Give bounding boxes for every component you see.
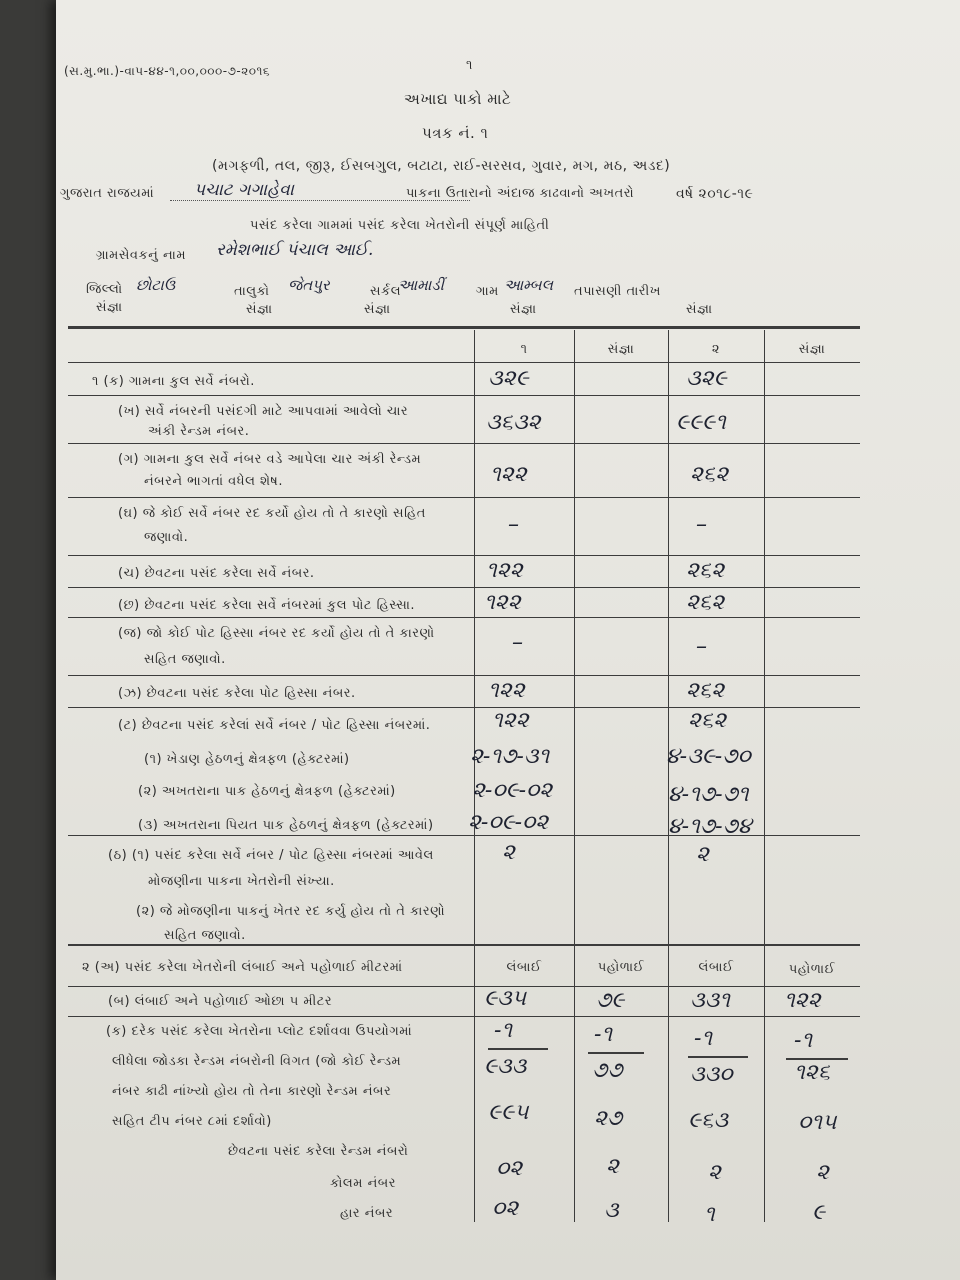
row-c-num-2: -૧	[594, 1022, 613, 1047]
row-1-label: ૧ (ક) ગામના કુલ સર્વે નંબરો.	[92, 374, 255, 389]
row-10-label: (ઠ) (૧) પસંદ કરેલા સર્વે નંબર / પોટ હિસ્સા નંબરમાં આવેલ	[108, 848, 434, 863]
village-handwritten: આમ્બલ	[504, 276, 553, 294]
code-label-3: સંજ્ઞા	[364, 302, 391, 317]
row-5-value-1: ૧૨૨	[486, 558, 523, 583]
crop-list: (મગફળી, તલ, જીરૂ, ઈસબગુલ, બટાટા, રાઈ-સરસવ, ગુવાર, મગ, મઠ, અડદ)	[212, 158, 671, 174]
section2-col-length-1: લંબાઈ	[506, 960, 542, 975]
village-label: ગામ	[476, 284, 499, 299]
row-9-sub-2-label: (૨) અખતરાના પાક હેઠળનું ક્ષેત્રફળ (હેક્ટરમાં)	[138, 784, 396, 799]
section2-label: ૨ (અ) પસંદ કરેલા ખેતરોની લંબાઈ અને પહોળાઈ મીટરમાં	[82, 960, 403, 975]
row-c-label-3: નંબર કાઢી નાંખ્યો હોય તો તેના કારણો રેન્ડમ નંબર	[112, 1084, 392, 1099]
row-2-label: (ખ) સર્વે નંબરની પસંદગી માટે આપવામાં આવેલો ચાર	[118, 404, 409, 419]
row-3-label-2: નંબરને ભાગતાં વધેલ શેષ.	[144, 474, 283, 489]
subtitle: પસંદ કરેલા ગામમાં પસંદ કરેલા ખેતરોની સંપૂર્ણ માહિતી	[250, 218, 550, 233]
column-number-value-1: ૦૨	[496, 1156, 523, 1181]
row-5-value-2: ૨૬૨	[686, 558, 725, 583]
row-c-den-3: ૩૩૦	[690, 1062, 733, 1087]
row-4-label: (ઘ) જે કોઈ સર્વે નંબર રદ કર્યો હોય તો તે કારણો સહિત	[118, 506, 426, 521]
form-title: અખાદ્ય પાકો માટે	[404, 90, 512, 108]
row-9-label: (ટ) છેવટના પસંદ કરેલાં સર્વે નંબર / પોટ હિસ્સા નંબરમાં.	[118, 718, 431, 733]
taluka-label: તાલુકો	[234, 284, 270, 299]
row-9-sub-3-value-1: ૨-૦૯-૦૨	[468, 810, 549, 835]
row-9-sub-2-value-2: ૪-૧૭-૭૧	[668, 782, 749, 807]
state-label: ગુજરાત રાજયમાં	[60, 186, 155, 201]
row-c-value-3: ૯૬૩	[688, 1108, 728, 1133]
row-5-label: (ચ) છેવટના પસંદ કરેલા સર્વે નંબર.	[118, 566, 315, 581]
row-c-label-1: (ક) દરેક પસંદ કરેલા ખેતરોના પ્લોટ દર્શાવવા ઉપયોગમાં	[106, 1024, 413, 1039]
column-number-value-3: ૨	[708, 1160, 721, 1185]
row-7-value-2: –	[696, 634, 707, 659]
inspection-date-label: તપાસણી તારીખ	[574, 284, 661, 299]
col-header-code-2: સંજ્ઞા	[798, 342, 826, 357]
villager-label: ગ્રામસેવકનું નામ	[96, 248, 187, 263]
row-4-label-2: જણાવો.	[144, 530, 189, 545]
district-handwritten: છોટાઉ	[136, 276, 176, 294]
row-10-label-2: મોજણીના પાકના ખેતરોની સંખ્યા.	[148, 874, 335, 889]
state-line-suffix: પાકના ઉતારાનો અંદાજ કાઢવાનો અખતરો	[406, 186, 635, 201]
row-4-value-1: –	[508, 512, 519, 537]
row-c-num-1: -૧	[494, 1018, 513, 1043]
row-3-value-2: ૨૬૨	[690, 462, 729, 487]
row-c-value-1: ૯૯૫	[488, 1100, 529, 1125]
row-b-label: (બ) લંબાઈ અને પહોળાઈ ઓછા ૫ મીટર	[108, 994, 333, 1009]
row-9-value-1: ૧૨૨	[492, 708, 529, 733]
col-header-code-1: સંજ્ઞા	[607, 342, 635, 357]
row-9-sub-3-label: (૩) અખતરાના પિયત પાક હેઠળનું ક્ષેત્રફળ (હેક્ટરમાં)	[138, 818, 434, 833]
section2-col-length-2: લંબાઈ	[698, 960, 734, 975]
row-10-value-2: ૨	[696, 842, 709, 867]
row-7-value-1: –	[512, 630, 523, 655]
row-2-value-2: ૯૯૯૧	[676, 410, 726, 435]
row-c-num-4: -૧	[794, 1028, 813, 1053]
page-number: ૧	[466, 58, 473, 73]
code-label-2: સંજ્ઞા	[246, 302, 273, 317]
row-number-label: હાર નંબર	[340, 1206, 394, 1221]
row-8-label: (ઝ) છેવટના પસંદ કરેલા પોટ હિસ્સા નંબર.	[118, 686, 356, 701]
print-reference: (સ.મુ.ભા.)-વાપ-૪૪-૧,૦૦,૦૦૦-૭-૨૦૧૬	[64, 64, 271, 78]
col-header-1: ૧	[520, 342, 528, 357]
row-8-value-1: ૧૨૨	[488, 678, 525, 703]
form-number: પત્રક નં. ૧	[422, 124, 489, 142]
row-b-value-4: ૧૨૨	[784, 988, 821, 1013]
row-9-value-2: ૨૬૨	[688, 708, 727, 733]
row-6-value-1: ૧૨૨	[484, 590, 521, 615]
row-2-value-1: ૩૬૩૨	[486, 410, 541, 435]
row-9-sub-3-value-2: ૪-૧૭-૭૪	[668, 814, 752, 839]
section2-col-width-1: પહોળાઈ	[597, 960, 645, 975]
row-7-label: (જ) જો કોઈ પોટ હિસ્સા નંબર રદ કર્યો હોય તો તે કારણો	[118, 626, 435, 641]
row-c-value-4: ૦૧૫	[798, 1110, 837, 1135]
section2-col-width-2: પહોળાઈ	[788, 962, 836, 977]
year-label: વર્ષ ૨૦૧૮-૧૯	[676, 186, 754, 202]
district-label: જિલ્લો	[86, 282, 123, 297]
row-9-sub-1-value-1: ૨-૧૭-૩૧	[470, 744, 550, 769]
taluka-handwritten: જેતપુર	[288, 276, 330, 294]
row-c-label-4: સહિત ટીપ નંબર ૮માં દર્શાવો)	[112, 1114, 272, 1129]
row-6-label: (છ) છેવટના પસંદ કરેલા સર્વે નંબરમાં કુલ પોટ હિસ્સા.	[118, 598, 416, 613]
row-10-sub-2-label-2: સહિત જણાવો.	[164, 928, 246, 943]
row-3-label: (ગ) ગામના કુલ સર્વે નંબર વડે આપેલા ચાર અંકી રેન્ડમ	[118, 452, 422, 467]
row-1-value-2: ૩૨૯	[686, 366, 727, 391]
row-number-value-2: ૩	[604, 1198, 619, 1223]
row-c-value-2: ૨૭	[594, 1106, 623, 1131]
code-label-4: સંજ્ઞા	[510, 302, 537, 317]
row-10-value-1: ૨	[502, 840, 515, 865]
row-c-frac-bar-3	[688, 1056, 748, 1058]
column-number-value-4: ૨	[816, 1160, 829, 1185]
row-1-value-1: ૩૨૯	[488, 366, 529, 391]
circle-label: સર્કલ	[370, 284, 402, 299]
row-c-den-1: ૯૩૩	[484, 1054, 527, 1079]
row-b-value-2: ૭૯	[596, 988, 625, 1013]
code-label-5: સંજ્ઞા	[686, 302, 713, 317]
row-c-label-2: લીધેલા જોડકા રેન્ડમ નંબરોની વિગત (જો કોઈ રેન્ડમ	[112, 1054, 402, 1069]
row-3-value-1: ૧૨૨	[490, 462, 527, 487]
row-2-label-2: અંકી રેન્ડમ નંબર.	[148, 424, 250, 439]
row-c-den-2: ૭૭	[592, 1058, 623, 1083]
row-c-frac-bar-1	[488, 1048, 548, 1050]
crop-handwritten: પચાટ ગગાહેવા	[194, 180, 294, 200]
row-c-num-3: -૧	[694, 1026, 713, 1051]
row-4-value-2: –	[696, 512, 707, 537]
row-8-value-2: ૨૬૨	[686, 678, 725, 703]
column-number-value-2: ૨	[606, 1154, 619, 1179]
form-page	[56, 0, 960, 1280]
villager-name-handwritten: રમેશભાઈ પંચાલ આઈ.	[216, 240, 374, 260]
circle-handwritten: આમાડીં	[398, 276, 444, 294]
row-b-value-3: ૩૩૧	[690, 988, 731, 1013]
col-header-2: ૨	[711, 342, 721, 357]
row-b-value-1: ૯૩૫	[484, 986, 527, 1011]
row-c-frac-bar-2	[588, 1052, 644, 1054]
row-number-value-3: ૧	[704, 1202, 715, 1227]
row-number-value-4: ૯	[812, 1200, 826, 1225]
row-c-den-4: ૧૨૬	[794, 1060, 831, 1085]
row-7-label-2: સહિત જણાવો.	[144, 652, 226, 667]
final-random-label: છેવટના પસંદ કરેલા રેન્ડમ નંબરો	[228, 1144, 409, 1159]
row-10-sub-2-label: (૨) જે મોજણીના પાકનું ખેતર રદ કર્યુ હોય તો તે કારણો	[136, 904, 446, 919]
code-label-1: સંજ્ઞા	[96, 300, 123, 315]
row-9-sub-1-value-2: ૪-૩૯-૭૦	[666, 744, 751, 769]
row-number-value-1: ૦૨	[492, 1196, 519, 1221]
row-6-value-2: ૨૬૨	[686, 590, 725, 615]
column-number-label: કોલમ નંબર	[330, 1176, 396, 1191]
row-9-sub-1-label: (૧) ખેડાણ હેઠળનું ક્ષેત્રફળ (હેક્ટરમાં)	[144, 752, 350, 767]
row-9-sub-2-value-1: ૨-૦૯-૦૨	[472, 778, 553, 803]
